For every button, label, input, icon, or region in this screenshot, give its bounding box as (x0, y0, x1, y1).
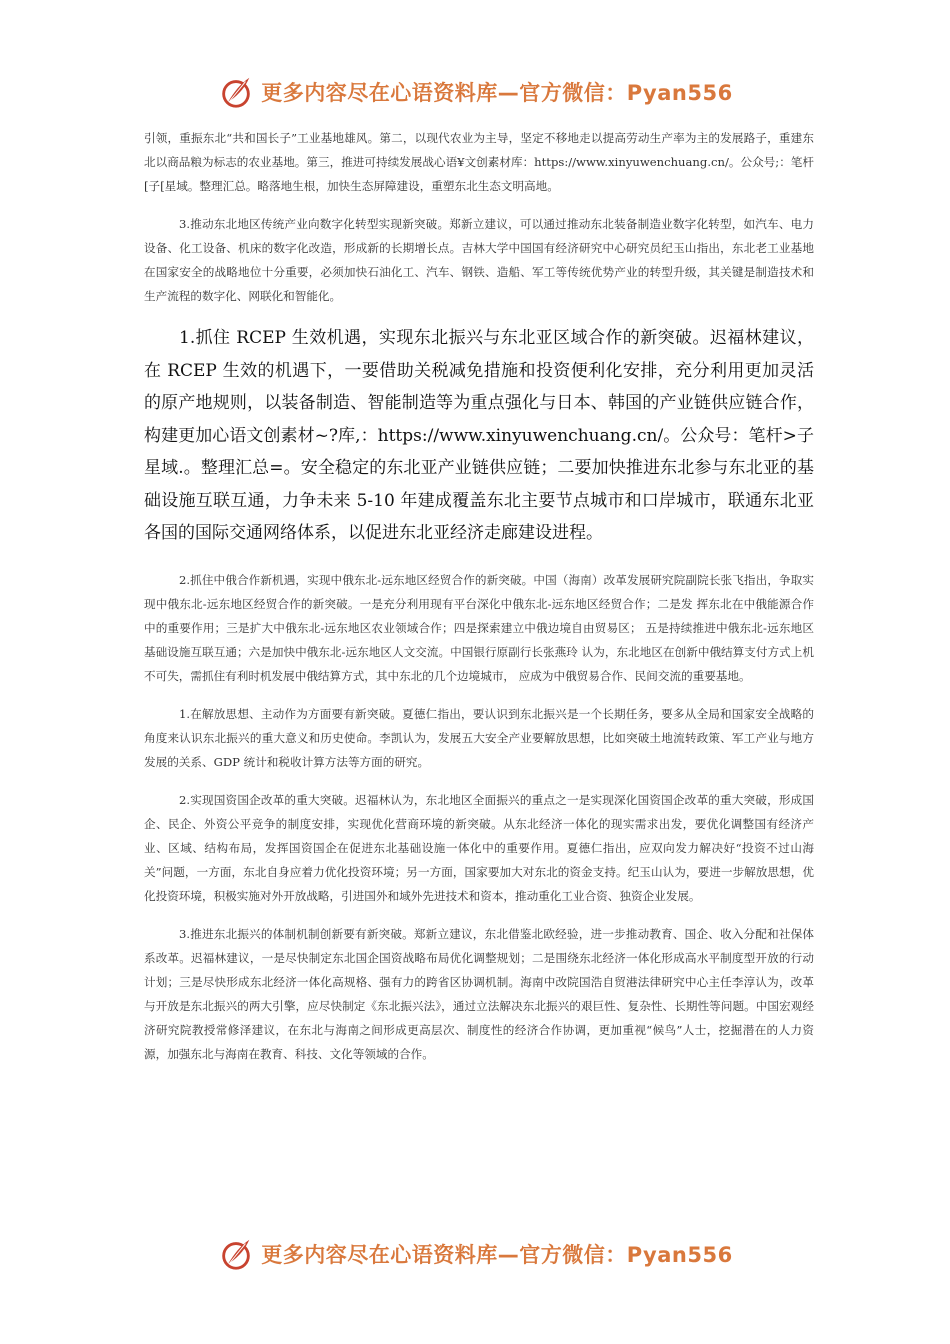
paragraph-soe-reform: 2.实现国资国企改革的重大突破。迟福林认为，东北地区全面振兴的重点之一是实现深化国资国企改革的重大突破，形成国企、民企、外资公平竞争的制度安排，实现优化营商环境的新突破。从东北经济一体化的现实需求出发，要优化调整国有经济产业、区域、结构布局，发挥国资国企在促进东北基础设施一体化中的重要作用。夏德仁指出，应双向发力解决好“投资不过山海关”问题，一方面，东北自身应着力优化投资环境；另一方面，国家要加大对东北的资金支持。纪玉山认为，要进一步解放思想，优化投资环境，积极实施对外开放战略，引进国外和域外先进技术和资本，推动重化工业合资、独资企业发展。 (144, 792, 814, 903)
paragraph-continuation: 引领，重振东北“共和国长子”工业基地雄风。第二，以现代农业为主导，坚定不移地走以提高劳动生产率为主的发展路子，重建东北以商品粮为标志的农业基地。第三，推进可持续发展战心语¥文创素材库：https://www.xinyuwenchuang.cn/。公众号;：笔杆[子[星域。整理汇总。略落地生根，加快生态屏障建设，重塑东北生态文明高地。 (144, 131, 814, 193)
paragraph-institutional-innovation: 3.推进东北振兴的体制机制创新要有新突破。郑新立建议，东北借鉴北欧经验，进一步推动教育、国企、收入分配和社保体系改革。迟福林建议，一是尽快制定东北国企国资战略布局优化调整规划；二是围绕东北经济一体化形成高水平制度型开放的行动计划；三是尽快形成东北经济一体化高规格、强有力的跨省区协调机制。海南中改院国浩自贸港法律研究中心主任李淳认为，改革与开放是东北振兴的两大引擎，应尽快制定《东北振兴法》，通过立法解决东北振兴的艰巨性、复杂性、长期性等问题。中国宏观经济研究院教授常修泽建议，在东北与海南之间形成更高层次、制度性的经济合作协调，更加重视“候鸟”人士，挖掘潜在的人力资源，加强东北与海南在教育、科技、文化等领域的合作。 (144, 926, 814, 1061)
document-body (144, 126, 814, 1080)
feather-leaf-logo-icon (217, 73, 255, 111)
header-banner-text: 更多内容尽在心语资料库—官方微信：Pyan556 (261, 81, 733, 105)
footer-banner-text: 更多内容尽在心语资料库—官方微信：Pyan556 (261, 1243, 733, 1267)
paragraph-china-russia: 2.抓住中俄合作新机遇，实现中俄东北-远东地区经贸合作的新突破。中国（海南）改革发展研究院副院长张飞指出，争取实现中俄东北-远东地区经贸合作的新突破。一是充分利用现有平台深化中俄东北-远东地区经贸合作；二是发 挥东北在中俄能源合作中的重要作用；三是扩大中俄东北-远东地区农业领域合作；四是探索建立中俄边境自由贸易区； 五是持续推进中俄东北-远东地区基础设施互联互通；六是加快中俄东北-远东地区人文交流。中国银行原副行长张燕玲 认为，东北地区在创新中俄结算支付方式上机不可失，需抓住有利时机发展中俄结算方式，其中东北的几个边境城市， 应成为中俄贸易合作、民间交流的重要基地。 (144, 572, 814, 683)
header-banner (0, 72, 950, 112)
footer-banner (0, 1234, 950, 1274)
feather-leaf-logo-icon (217, 1235, 255, 1273)
paragraph-emancipate-mind: 1.在解放思想、主动作为方面要有新突破。夏德仁指出，要认识到东北振兴是一个长期任务，要多从全局和国家安全战略的角度来认识东北振兴的重大意义和历史使命。李凯认为，发展五大安全产业要解放思想，比如突破土地流转政策、军工产业与地方发展的关系、GDP 统计和税收计算方法等方面的研究。 (144, 706, 814, 769)
paragraph-rcep-highlight: 1.抓住 RCEP 生效机遇，实现东北振兴与东北亚区域合作的新突破。迟福林建议，在 RCEP 生效的机遇下，一要借助关税减免措施和投资便利化安排，充分利用更加灵活的原产地规则，以装备制造、智能制造等为重点强化与日本、韩国的产业链供应链合作，构建更加心语文创素材~?库,：https://www.xinyuwenchuang.cn/。公众号：笔杆>子星域.。整理汇总=。安全稳定的东北亚产业链供应链；二要加快推进东北参与东北亚的基础设施互联互通，力争未来 5-10 年建成覆盖东北主要节点城市和口岸城市，联通东北亚各国的国际交通网络体系，以促进东北亚经济走廊建设进程。 (144, 328, 814, 543)
paragraph-digital-transformation: 3.推动东北地区传统产业向数字化转型实现新突破。郑新立建议，可以通过推动东北装备制造业数字化转型，如汽车、电力设备、化工设备、机床的数字化改造，形成新的长期增长点。吉林大学中国国有经济研究中心研究员纪玉山指出，东北老工业基地在国家安全的战略地位十分重要，必须加快石油化工、汽车、钢铁、造船、军工等传统优势产业的转型升级，其关键是制造技术和生产流程的数字化、网联化和智能化。 (144, 217, 814, 303)
